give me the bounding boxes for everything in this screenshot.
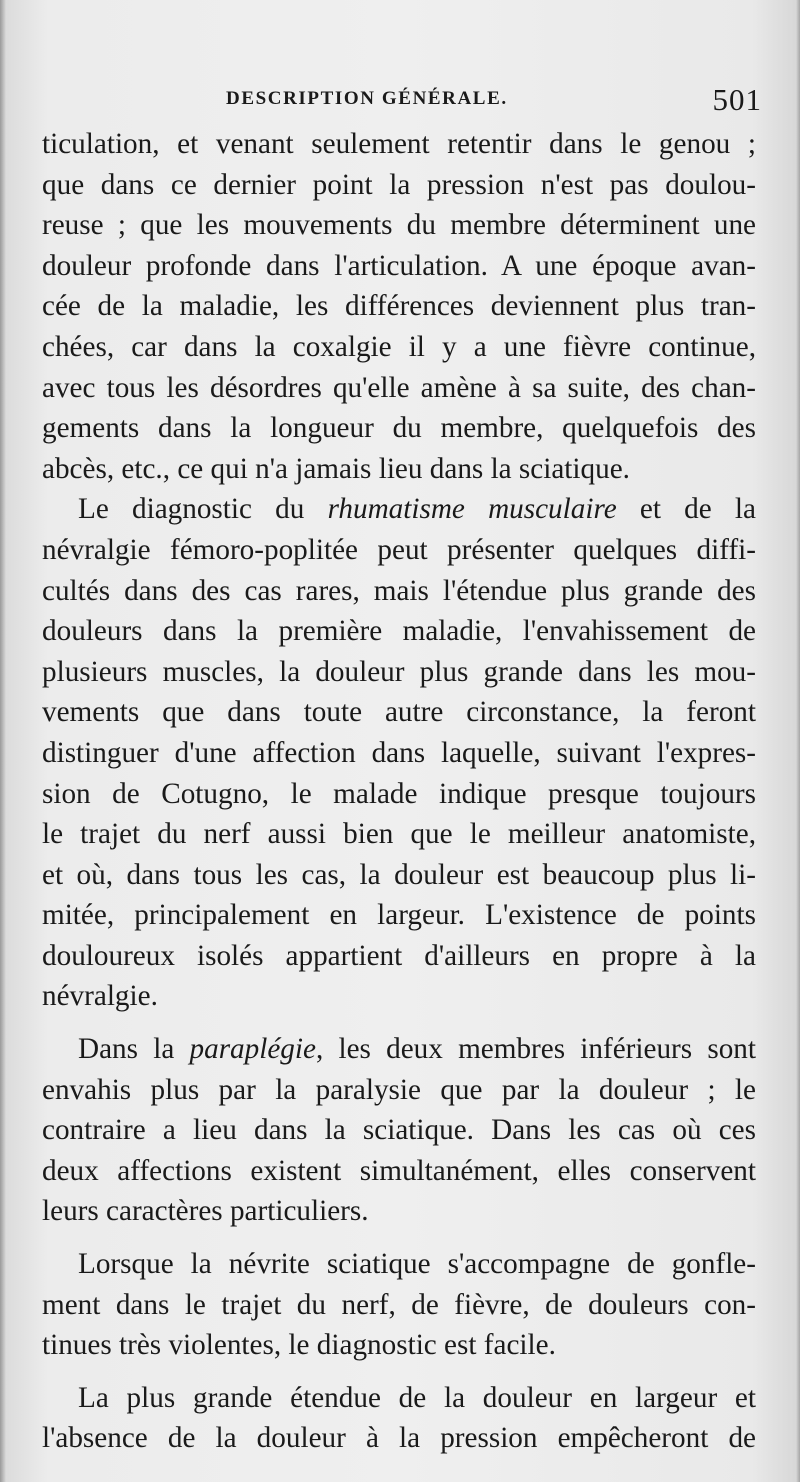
text-line: sion de Cotugno, le malade indique presque toujours	[42, 777, 756, 810]
page-number: 501	[712, 82, 762, 117]
text-line: distinguer d'une affection dans laquelle, suivant l'expres-	[42, 736, 756, 769]
text-line: chées, car dans la coxalgie il y a une fièvre continue,	[42, 330, 756, 363]
text-line: névralgie.	[42, 980, 158, 1013]
text-line: cultés dans des cas rares, mais l'étendue plus grande des	[42, 574, 756, 607]
text-run: , les deux membres inférieurs sont	[315, 1033, 756, 1066]
paragraph-rhumatisme	[42, 489, 756, 1017]
text-line: La plus grande étendue de la douleur en largeur et	[78, 1381, 756, 1414]
text-line: gements dans la longueur du membre, quelquefois des	[42, 412, 756, 445]
text-line: tinues très violentes, le diagnostic est facile.	[42, 1329, 556, 1362]
text-line: contraire a lieu dans la sciatique. Dans les cas où ces	[42, 1114, 756, 1147]
text-line: cée de la maladie, les différences deviennent plus tran-	[42, 290, 756, 323]
text-line: envahis plus par la paralysie que par la douleur ; le	[42, 1073, 756, 1106]
text-line: deux affections existent simultanément, elles conservent	[42, 1154, 756, 1187]
text-line: ment dans le trajet du nerf, de fièvre, de douleurs con-	[42, 1288, 756, 1321]
text-line: douloureux isolés appartient d'ailleurs en propre à la	[42, 939, 756, 972]
paragraph-gap	[42, 1232, 756, 1244]
text-line: plusieurs muscles, la douleur plus grande dans les mou-	[42, 655, 756, 688]
paragraph-gap	[42, 1366, 756, 1378]
text-line: l'absence de la douleur à la pression empêcheront de	[42, 1422, 756, 1455]
text-run: Le diagnostic du	[78, 493, 328, 526]
text-line: avec tous les désordres qu'elle amène à sa suite, des chan-	[42, 371, 756, 404]
page-edge-shadow-left	[0, 0, 6, 1482]
paragraph-coxalgie	[42, 124, 756, 489]
text-line: leurs caractères particuliers.	[42, 1195, 369, 1228]
paragraph-nevrite	[42, 1244, 756, 1366]
text-line: douleurs dans la première maladie, l'envahissement de	[42, 615, 756, 648]
italic-term: rhumatisme musculaire	[327, 493, 617, 526]
paragraph-gap	[42, 1017, 756, 1029]
text-line: névralgie fémoro-poplitée peut présenter quelques diffi-	[42, 533, 756, 566]
text-line: le trajet du nerf aussi bien que le meilleur anatomiste,	[42, 818, 756, 851]
text-line	[42, 1029, 756, 1070]
text-line: et où, dans tous les cas, la douleur est beaucoup plus li-	[42, 858, 756, 891]
paragraph-etendue	[42, 1378, 756, 1459]
text-line: abcès, etc., ce qui n'a jamais lieu dans la sciatique.	[42, 452, 630, 485]
body-text	[42, 124, 756, 1459]
text-line	[42, 489, 756, 530]
text-run: et de la	[616, 493, 756, 526]
italic-term: paraplégie	[189, 1033, 316, 1066]
text-line: reuse ; que les mouvements du membre déterminent une	[42, 209, 756, 242]
text-run: Dans la	[78, 1033, 190, 1066]
page-edge-shadow-right	[796, 0, 800, 1482]
paragraph-paraplegie	[42, 1029, 756, 1232]
text-line: vements que dans toute autre circonstance, la feront	[42, 696, 756, 729]
text-line: mitée, principalement en largeur. L'existence de points	[42, 899, 756, 932]
running-title: DESCRIPTION GÉNÉRALE.	[226, 88, 508, 109]
text-line: que dans ce dernier point la pression n'est pas doulou-	[42, 168, 756, 201]
text-line: ticulation, et venant seulement retentir dans le genou ;	[42, 128, 756, 160]
text-line: douleur profonde dans l'articulation. A une époque avan-	[42, 249, 756, 282]
text-line: Lorsque la névrite sciatique s'accompagne de gonfle-	[78, 1248, 756, 1281]
running-head	[44, 82, 762, 122]
